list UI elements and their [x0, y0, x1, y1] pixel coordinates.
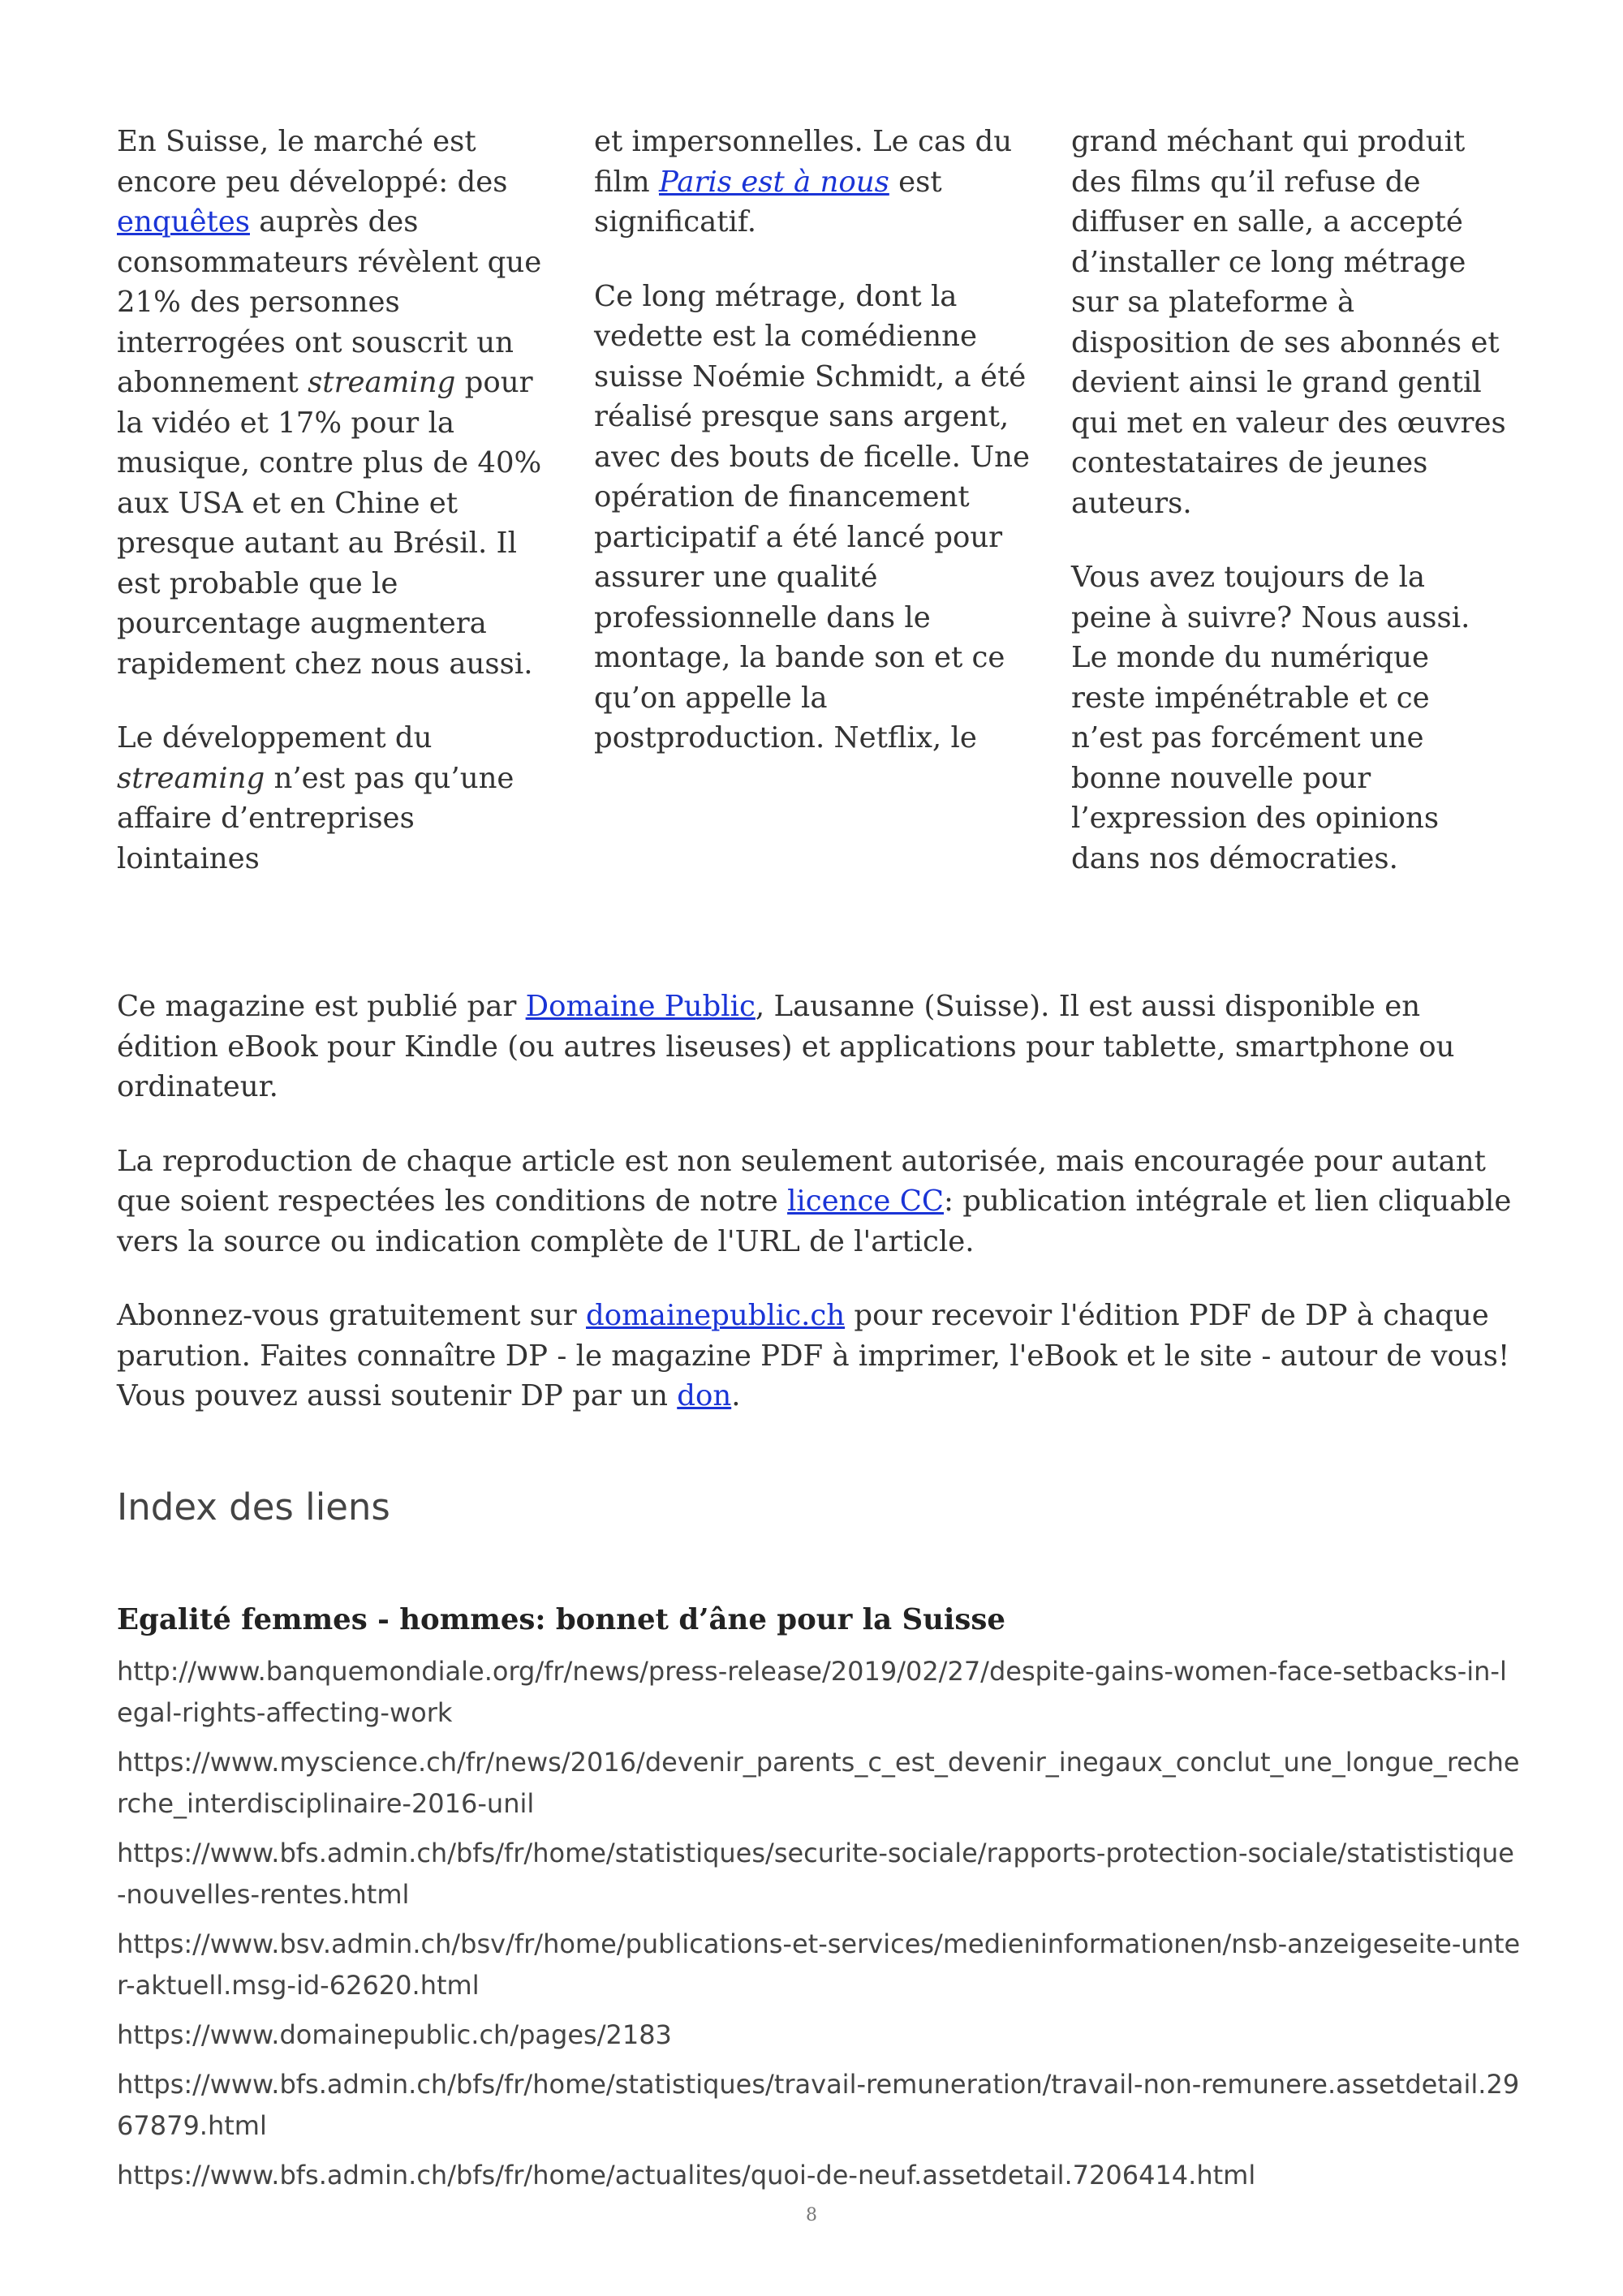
- paragraph: Abonnez-vous gratuitement sur domainepublic.ch pour recevoir l'édition PDF de DP à chaque parution. Faites connaître DP - le magazine PDF à imprimer, l'eBook et le site - autour de vous! Vous pouvez aussi soutenir DP par un don.: [117, 1299, 1510, 1412]
- url-item[interactable]: https://www.bfs.admin.ch/bfs/fr/home/actualites/quoi-de-neuf.assetdetail.7206414.html: [117, 2160, 1256, 2191]
- url-item[interactable]: https://www.bsv.admin.ch/bsv/fr/home/publications-et-services/medieninformationen/nsb-anzeigeseite-unter-aktuell.msg-id-62620.html: [117, 1928, 1521, 2001]
- publisher-info: [117, 987, 1521, 1451]
- column-2: [594, 122, 1032, 793]
- column-1: [117, 122, 555, 913]
- domaine-public-link[interactable]: Domaine Public: [525, 990, 756, 1023]
- url-item[interactable]: https://www.domainepublic.ch/pages/2183: [117, 2019, 672, 2050]
- paragraph: et impersonnelles. Le cas du film Paris est à nous est significatif.: [594, 125, 1013, 239]
- paragraph: En Suisse, le marché est encore peu développé: des enquêtes auprès des consommateurs révèlent que 21% des personnes interrogées ont souscrit un abonnement streaming pour la vidéo et 17% pour la musique, contre plus de 40% aux USA et en Chine et presque autant au Brésil. Il est probable que le pourcentage augmentera rapidement chez nous aussi.: [117, 125, 542, 681]
- paragraph: Vous avez toujours de la peine à suivre? Nous aussi. Le monde du numérique reste impénétrable et ce n’est pas forcément une bonne nouvelle pour l’expression des opinions dans nos démocraties.: [1071, 561, 1470, 875]
- page-number: 8: [806, 2205, 817, 2225]
- domainepublic-link[interactable]: domainepublic.ch: [586, 1299, 846, 1332]
- paragraph: La reproduction de chaque article est non seulement autorisée, mais encouragée pour autant que soient respectées les conditions de notre licence CC: publication intégrale et lien cliquable vers la source ou indication complète de l'URL de l'article.: [117, 1144, 1512, 1258]
- paris-est-a-nous-link[interactable]: Paris est à nous: [658, 165, 889, 199]
- section-title: Egalité femmes - hommes: bonnet d’âne pour la Suisse: [117, 1603, 1005, 1636]
- paragraph: Le développement du streaming n’est pas qu’une affaire d’entreprises lointaines: [117, 721, 514, 875]
- enquetes-link[interactable]: enquêtes: [117, 205, 250, 239]
- paragraph: Ce long métrage, dont la vedette est la comédienne suisse Noémie Schmidt, a été réalisé presque sans argent, avec des bouts de ficelle. Une opération de financement participatif a été lancé pour assurer une qualité professionnelle dans le montage, la bande son et ce qu’on appelle la postproduction. Netflix, le: [594, 279, 1031, 755]
- url-item[interactable]: http://www.banquemondiale.org/fr/news/press-release/2019/02/27/despite-gains-women-face-setbacks-in-legal-rights-affecting-work: [117, 1656, 1507, 1728]
- url-item[interactable]: https://www.myscience.ch/fr/news/2016/devenir_parents_c_est_devenir_inegaux_conclut_une_longue_recherche_interdisciplinaire-2016-unil: [117, 1747, 1520, 1819]
- don-link[interactable]: don: [677, 1379, 732, 1412]
- column-3: [1071, 122, 1509, 913]
- article-columns: [117, 122, 1513, 875]
- paragraph: Ce magazine est publié par Domaine Public, Lausanne (Suisse). Il est aussi disponible en édition eBook pour Kindle (ou autres liseuses) et applications pour tablette, smartphone ou ordinateur.: [117, 990, 1455, 1103]
- links-section: [117, 1601, 1522, 2204]
- url-item[interactable]: https://www.bfs.admin.ch/bfs/fr/home/statistiques/securite-sociale/rapports-protection-sociale/statististique-nouvelles-rentes.html: [117, 1838, 1514, 1910]
- index-title: Index des liens: [117, 1486, 390, 1529]
- licence-cc-link[interactable]: licence CC: [787, 1185, 945, 1218]
- paragraph: grand méchant qui produit des films qu’il refuse de diffuser en salle, a accepté d’installer ce long métrage sur sa plateforme à disposition de ses abonnés et devient ainsi le grand gentil qui met en valeur des œuvres contestataires de jeunes auteurs.: [1071, 125, 1506, 520]
- url-item[interactable]: https://www.bfs.admin.ch/bfs/fr/home/statistiques/travail-remuneration/travail-non-remunere.assetdetail.2967879.html: [117, 2069, 1520, 2141]
